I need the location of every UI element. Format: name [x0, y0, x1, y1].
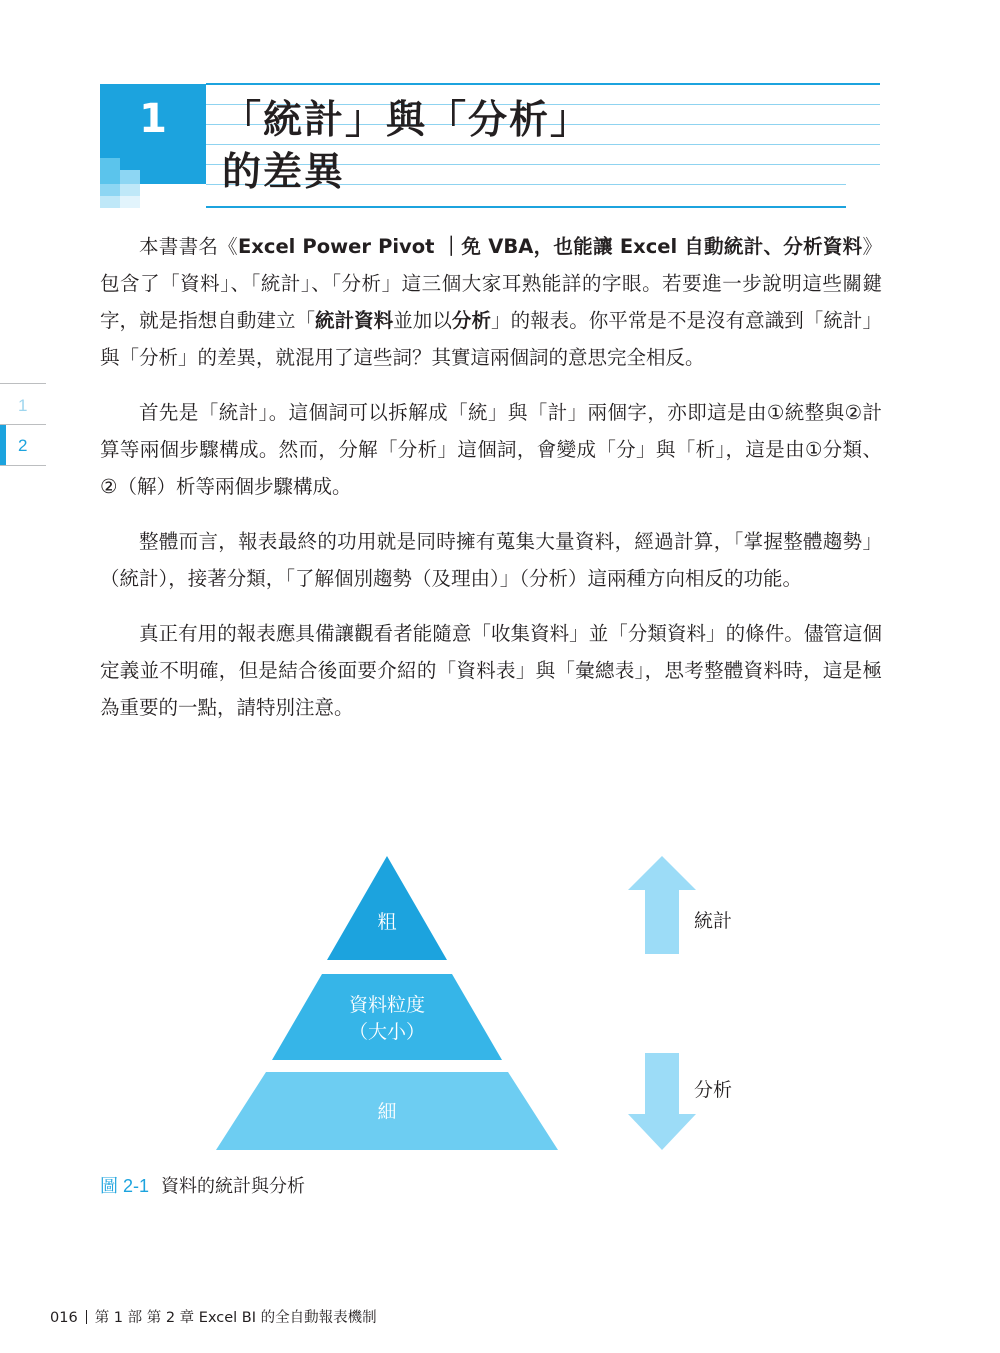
text-segment: 本書書名《 [139, 235, 238, 258]
page-number: 016 [50, 1310, 78, 1326]
footer-chapter-text: 第 1 部 第 2 章 Excel BI 的全自動報表機制 [94, 1310, 377, 1326]
figure-caption-label: 圖 2-1 [100, 1176, 150, 1196]
text-segment: 」的報表。你平常是不是沒有意識到「統計」與「分析」的差異，就混用了這些詞？其實這兩個詞的意思完全相反。 [100, 309, 882, 369]
page-footer [50, 1306, 377, 1327]
arrow-up-label: 統計 [694, 910, 733, 932]
side-tab-1: 1 [18, 396, 28, 415]
pyramid-top-label: 粗 [377, 911, 397, 933]
section-title-line2: 的差異 [222, 150, 346, 195]
pyramid-middle-layer [272, 974, 502, 1060]
text-segment: 真正有用的報表應具備讓觀看者能隨意「收集資料」並「分類資料」的條件。儘管這個定義並不明確，但是結合後面要介紹的「資料表」與「彙總表」，思考整體資料時，這是極為重要的一點，請特別注意。 [100, 622, 882, 719]
text-segment: 》包含了「資料」、「統計」、「分析」這三個大家耳熟能詳的字眼。若要進一步說明這些關鍵字，就是指想自動建立「 [100, 235, 882, 332]
side-tab-2: 2 [18, 436, 28, 455]
footer-separator [86, 1310, 87, 1324]
section-title-line1: 「統計」與「分析」 [222, 98, 592, 143]
arrow-down-icon [628, 1053, 696, 1150]
arrow-up-icon [628, 856, 696, 954]
figure-caption [100, 1172, 305, 1198]
pyramid-top-layer [327, 856, 447, 960]
text-segment: 首先是「統計」。這個詞可以拆解成「統」與「計」兩個字，亦即這是由①統整與②計算等兩個步驟構成。然而，分解「分析」這個詞，會變成「分」與「析」，這是由①分類、②（解）析等兩個步驟構成。 [100, 401, 882, 498]
section-number: 1 [139, 96, 167, 142]
text-segment: 整體而言，報表最終的功用就是同時擁有蒐集大量資料，經過計算，「掌握整體趨勢」（統計），接著分類，「了解個別趨勢（及理由）」（分析）這兩種方向相反的功能。 [100, 530, 882, 590]
arrow-down-label: 分析 [694, 1079, 733, 1101]
pyramid-middle-label-line1: 資料粒度 [348, 994, 426, 1016]
pyramid-bottom-label: 細 [377, 1101, 397, 1123]
bold-text-segment: Excel Power Pivot ｜免 VBA，也能讓 Excel 自動統計、分析資料 [237, 235, 863, 258]
bold-text-segment: 統計資料 [315, 309, 394, 332]
pyramid-middle-label-line2: （大小） [348, 1021, 426, 1043]
bold-text-segment: 分析 [451, 309, 492, 332]
text-segment: 並加以 [393, 309, 452, 332]
figure-caption-text: 資料的統計與分析 [161, 1176, 306, 1197]
